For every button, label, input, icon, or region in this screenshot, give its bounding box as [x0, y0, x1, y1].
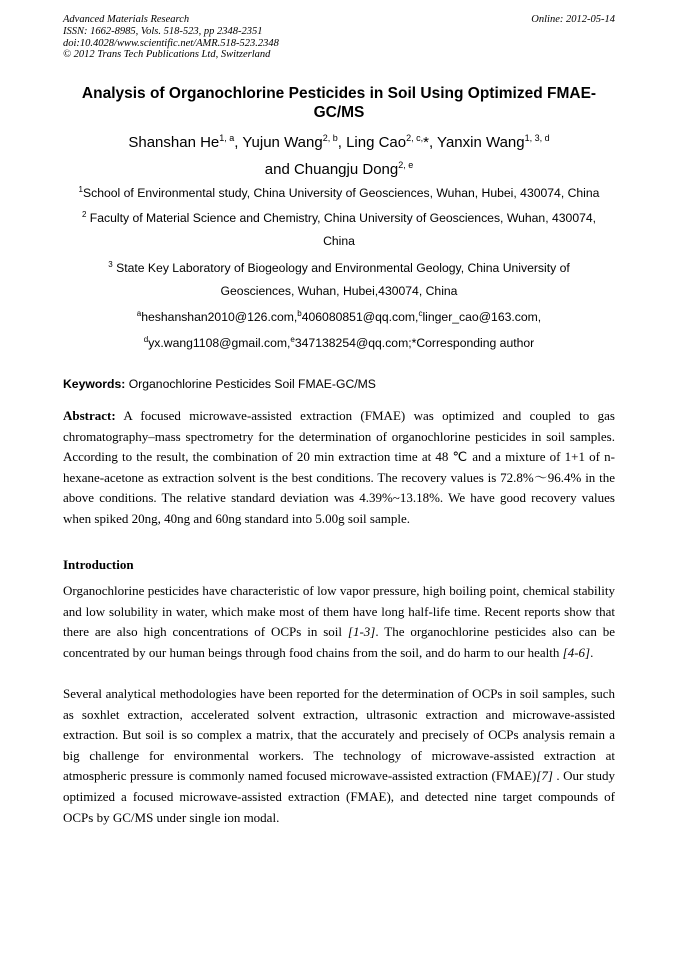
- abstract-text: A focused microwave-assisted extraction (FMAE) was optimized and coupled to gas chromatography–mass spectrometry for the determination of organochlorine pesticides in soil samples. According to the result, the combination of 20 min extraction time at 48 ℃ and a mixture of 1+1 of n-hexane-acetone as extraction solvent is the best conditions. The recovery values is 72.8%～96.4% in the above conditions. The relative standard deviation was 4.39%~13.18%. We have good recovery values when spiked 20ng, 40ng and 60ng standard into 5.00g soil sample.: [63, 408, 615, 526]
- paragraph-text: . Our study optimized a focused microwave-assisted extraction (FMAE), and detected nine target compounds of OCPs by GC/MS under single ion modal.: [63, 768, 615, 825]
- abstract-label: Abstract:: [63, 408, 116, 423]
- journal-doi: doi:10.4028/www.scientific.net/AMR.518-523.2348: [63, 37, 279, 49]
- citation: [4-6]: [562, 644, 591, 660]
- journal-name: Advanced Materials Research: [63, 14, 190, 25]
- paragraph-text: . The organochlorine pesticides also can be concentrated by our human beings through food chains from the soil, and do harm to our health: [63, 624, 615, 660]
- author-separator: ,: [234, 134, 243, 151]
- online-date: Online: 2012-05-14: [531, 14, 615, 25]
- author-affiliation-sup: 1, a: [219, 133, 235, 143]
- journal-header: [63, 14, 615, 61]
- author-affiliation-sup: 2, b: [322, 133, 338, 143]
- citation: [1-3]: [347, 624, 376, 640]
- affiliation-text: Faculty of Material Science and Chemistry, China University of Geosciences, Wuhan, 430074, China: [89, 211, 597, 248]
- author-line-1: [63, 129, 615, 156]
- author-name: Yanxin Wang: [437, 134, 525, 151]
- abstract: [63, 406, 615, 530]
- author-affiliation-sup: 2, c,: [406, 133, 424, 143]
- author-affiliation-sup: 1, 3, d: [524, 133, 550, 143]
- affiliation-2: [63, 207, 615, 253]
- author-name: Shanshan He: [128, 134, 220, 151]
- paragraph-text: Several analytical methodologies have been reported for the determination of OCPs in soil samples, such as soxhlet extraction, accelerated solvent extraction, ultrasonic extraction and microwave-assisted extraction. But soil is so complex a matrix, that the accurately and precisely of OCPs analysis remain a big challenge for environmental workers. The technology of microwave-assisted extraction at atmospheric pressure is commonly named focused microwave-assisted extraction (FMAE): [63, 686, 615, 784]
- email-b[interactable]: 406080851@qq.com,: [301, 310, 419, 324]
- email-sup: a: [136, 309, 142, 318]
- author-affiliation-sup: 2, e: [398, 160, 414, 170]
- keywords: [63, 374, 615, 394]
- affiliation-1: [63, 182, 615, 205]
- email-sup: b: [297, 309, 302, 318]
- citation: [7]: [536, 768, 553, 784]
- author-list: [63, 129, 615, 183]
- affiliation-text: State Key Laboratory of Biogeology and Environmental Geology, China University of Geosciences, Wuhan, Hubei,430074, China: [116, 261, 570, 298]
- affiliation-sup: 1: [78, 185, 83, 194]
- email-c[interactable]: linger_cao@163.com,: [422, 310, 542, 324]
- author-line-2: [63, 156, 615, 183]
- author-separator: ,: [428, 134, 438, 151]
- author-separator: ,: [337, 134, 347, 151]
- paragraph-text: Organochlorine pesticides have characteristic of low vapor pressure, high boiling point, chemical stability and low solubility in water, which make most of them have long half-life time. Recent reports show that there are also high concentrations of OCPs in soil: [63, 583, 615, 640]
- journal-issn: ISSN: 1662-8985, Vols. 518-523, pp 2348-2351: [63, 25, 263, 37]
- keywords-label: Keywords:: [63, 377, 126, 391]
- email-line-1: [63, 306, 615, 329]
- paper-title: Analysis of Organochlorine Pesticides in Soil Using Optimized FMAE-GC/MS: [81, 85, 597, 121]
- email-sup: c: [418, 309, 423, 318]
- affiliation-text: School of Environmental study, China University of Geosciences, Wuhan, Hubei, 430074, China: [83, 186, 600, 200]
- affiliation-sup: 2: [81, 210, 87, 219]
- affiliation-sup: 3: [108, 260, 113, 269]
- introduction-paragraph-2: [63, 684, 615, 828]
- author-name: Yujun Wang: [242, 134, 323, 151]
- keywords-text: Organochlorine Pesticides Soil FMAE-GC/MS: [125, 377, 376, 391]
- author-name: Chuangju Dong: [293, 161, 399, 178]
- affiliation-3: [63, 257, 615, 303]
- journal-copyright: © 2012 Trans Tech Publications Ltd, Switzerland: [63, 49, 271, 61]
- introduction-paragraph-1: [63, 581, 615, 663]
- email-a[interactable]: heshanshan2010@126.com,: [141, 310, 298, 324]
- corresponding-star: *: [423, 134, 429, 151]
- section-heading-introduction: Introduction: [63, 557, 134, 572]
- email-d[interactable]: yx.wang1108@gmail.com,: [148, 336, 291, 350]
- email-e[interactable]: 347138254@qq.com;*Corresponding author: [294, 336, 535, 350]
- email-sup: e: [290, 335, 295, 344]
- author-name: Ling Cao: [346, 134, 407, 151]
- paragraph-text: .: [590, 644, 594, 660]
- email-sup: d: [143, 335, 149, 344]
- email-line-2: [63, 332, 615, 355]
- author-separator: and: [264, 161, 294, 178]
